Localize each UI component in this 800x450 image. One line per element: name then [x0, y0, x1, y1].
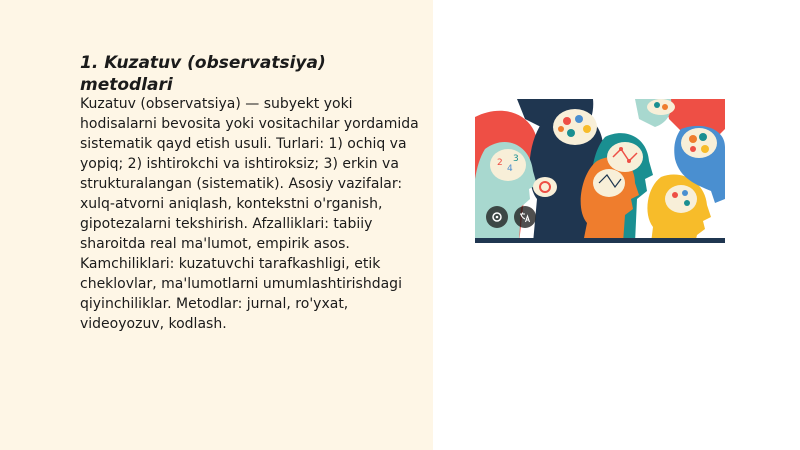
brain-center-top [553, 109, 597, 145]
svg-text:3: 3 [513, 154, 519, 164]
heads-illustration [475, 99, 725, 243]
lens-button[interactable] [486, 206, 508, 228]
slide-title: 1. Kuzatuv (observatsiya) metodlari [80, 53, 326, 95]
heads-illustration-art [475, 99, 725, 243]
brain-right-top [681, 128, 717, 158]
brain-teal [607, 142, 643, 172]
brain-top-right-small [647, 99, 675, 115]
slide-body-text: Kuzatuv (observatsiya) — subyekt yoki hodisalarni bevosita yoki vositachilar yordamida sistematik qayd etish usuli. Turlari: 1) ochiq va yopiq; 2) ishtirokchi va ishtiroksiz; 3) erkin va strukturalangan (sistematik). Asosiy vazifalar: xulq-atvorni aniqlash, kontekstni o'rganish, gipotezalarni tekshirish. Afzalliklari: tabiiy sharoitda real ma'lumot, empirik asos. Kamchiliklari: kuzatuvchi tarafkashligi, etik cheklovlar, ma'lumotlarni umumlashtirishdagi qiyinchiliklar. Metodlar: jurnal, ro'yxat, videoyozuv, kodlash. [80, 96, 419, 332]
brain-left [490, 149, 526, 181]
svg-text:4: 4 [507, 164, 513, 174]
brain-orange [593, 169, 625, 197]
svg-text:2: 2 [497, 158, 503, 168]
brain-yellow [665, 185, 697, 213]
translate-button[interactable] [514, 206, 536, 228]
translate-icon [519, 211, 531, 223]
lens-icon [491, 211, 503, 223]
brain-left-small [533, 177, 557, 197]
